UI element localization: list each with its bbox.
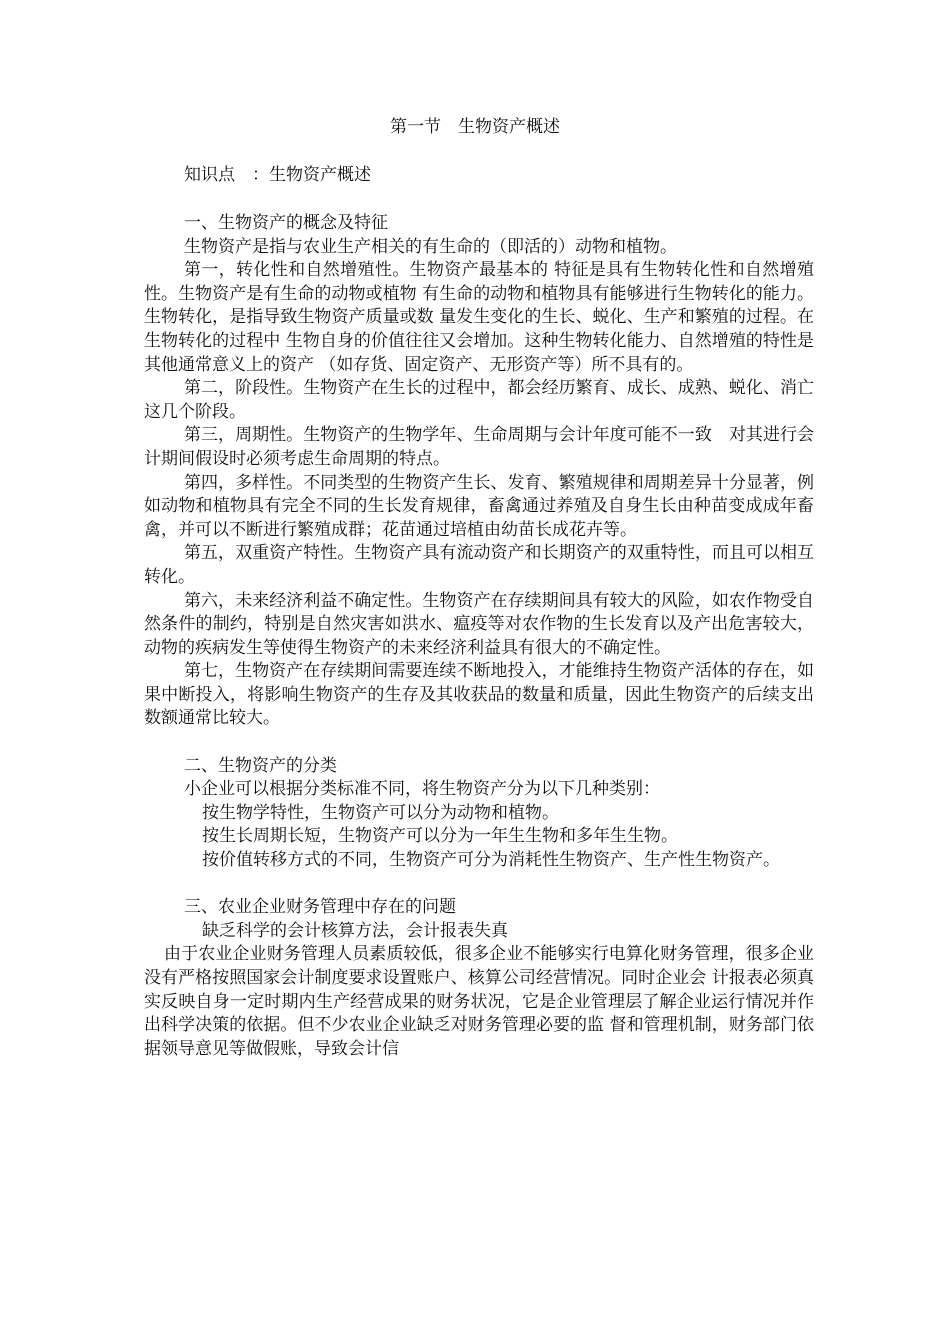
subheading: 缺乏科学的会计核算方法，会计报表失真 [202, 920, 508, 941]
paragraph: 第五，双重资产特性。生物资产具有流动资产和长期资产的双重特性，而且可以相互转化。 [144, 543, 814, 587]
paragraph: 第三，周期性。生物资产的生物学年、生命周期与会计年度可能不一致 对其进行会计期间假设时必须考虑生命周期的特点。 [144, 425, 814, 469]
heading-section-3: 三、农业企业财务管理中存在的问题 [184, 897, 456, 918]
paragraph: 第一，转化性和自然增殖性。生物资产最基本的 特征是具有生物转化性和自然增殖性。生物资产是有生命的动物或植物 有生命的动物和植物具有能够进行生物转化的能力。生物转化，是指导致生物资产质量或数 量发生变化的生长、蜕化、生产和繁殖的过程。在生物转化的过程中 生物自身的价值往往又会增加。这种生物转化能力、自然增殖的特性是其他通常意义上的资产 （如存货、固定资产、无形资产等）所不具有的。 [144, 260, 814, 375]
paragraph: 小企业可以根据分类标准不同，将生物资产分为以下几种类别： [184, 779, 660, 800]
paragraph: 生物资产是指与农业生产相关的有生命的（即活的）动物和植物。 [184, 236, 677, 257]
spacer [144, 873, 814, 897]
paragraph: 按价值转移方式的不同，生物资产可分为消耗性生物资产、生产性生物资产。 [202, 850, 780, 871]
paragraph: 按生长周期长短，生物资产可以分为一年生生物和多年生生物。 [202, 826, 678, 847]
document-body [144, 212, 814, 1061]
heading-section-2: 二、生物资产的分类 [184, 755, 337, 776]
spacer [144, 731, 814, 755]
paragraph: 按生物学特性，生物资产可以分为动物和植物。 [202, 802, 559, 823]
paragraph: 第二，阶段性。生物资产在生长的过程中，都会经历繁育、成长、成熟、蜕化、消亡这几个阶段。 [144, 378, 814, 422]
heading-section-1: 一、生物资产的概念及特征 [184, 213, 388, 233]
paragraph: 由于农业企业财务管理人员素质较低，很多企业不能够实行电算化财务管理，很多企业没有严格按照国家会计制度要求设置账户、核算公司经营情况。同时企业会 计报表必须真实反映自身一定时期内生产经营成果的财务状况，它是企业管理层了解企业运行情况并作出科学决策的依据。但不少农业企业缺乏对财务管理必要的监 督和管理机制，财务部门依据领导意见等做假账，导致会计信 [144, 944, 814, 1059]
paragraph: 第四，多样性。不同类型的生物资产生长、发育、繁殖规律和周期差异十分显著，例如动物和植物具有完全不同的生长发育规律，畜禽通过养殖及自身生长由种苗变成成年畜禽，并可以不断进行繁殖成群；花苗通过培植由幼苗长成花卉等。 [144, 472, 814, 540]
knowledge-point: 知识点 ：生物资产概述 [184, 165, 371, 185]
paragraph: 第七，生物资产在存续期间需要连续不断地投入，才能维持生物资产活体的存在，如果中断投入，将影响生物资产的生存及其收获品的数量和质量，因此生物资产的后续支出数额通常比较大。 [144, 661, 814, 729]
paragraph: 第六，未来经济利益不确定性。生物资产在存续期间具有较大的风险，如农作物受自然条件的制约，特别是自然灾害如洪水、瘟疫等对农作物的生长发育以及产出危害较大，动物的疾病发生等使得生物资产的未来经济利益具有很大的不确定性。 [144, 590, 814, 658]
section-title: 第一节 生物资产概述 [390, 117, 560, 137]
